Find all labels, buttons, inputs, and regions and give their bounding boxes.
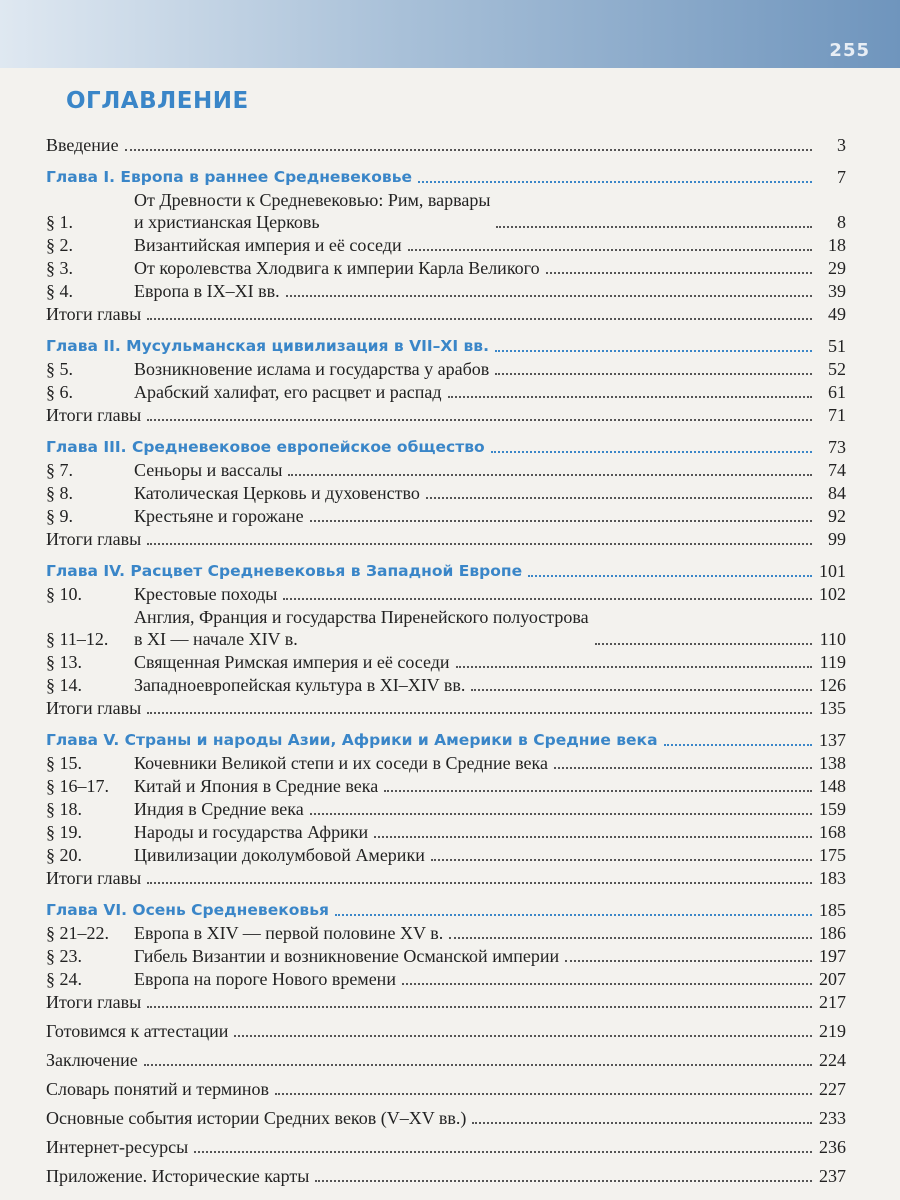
- entry-title: Итоги главы: [46, 992, 142, 1012]
- page-ref: 224: [819, 1050, 846, 1070]
- chapter-title: Глава II. Мусульманская цивилизация в VII–XI вв.: [46, 337, 489, 355]
- dot-leader: [431, 859, 812, 861]
- toc-section-row[interactable]: [46, 358, 846, 380]
- toc-section-row[interactable]: [46, 844, 846, 866]
- section-number: § 18.: [46, 799, 82, 819]
- entry-title: Введение: [46, 135, 119, 155]
- entry-title: Кочевники Великой степи и их соседи в Средние века: [134, 753, 548, 773]
- dot-leader: [408, 249, 812, 251]
- chapter-title: Глава III. Средневековое европейское общество: [46, 438, 485, 456]
- section-number: § 1.: [46, 212, 73, 232]
- section-number: § 16–17.: [46, 776, 109, 796]
- entry-title: Католическая Церковь и духовенство: [134, 483, 420, 503]
- toc-section-row[interactable]: [46, 821, 846, 843]
- page-ref: 233: [819, 1108, 846, 1128]
- section-number: § 2.: [46, 235, 73, 255]
- page-ref: 51: [828, 336, 846, 356]
- section-number: § 23.: [46, 946, 82, 966]
- section-number: § 3.: [46, 258, 73, 278]
- page-ref: 29: [828, 258, 846, 278]
- entry-title: Основные события истории Средних веков (V–XV вв.): [46, 1108, 467, 1128]
- section-number: § 14.: [46, 675, 82, 695]
- entry-title: Европа в XIV — первой половине XV в.: [134, 923, 444, 943]
- toc-section-row[interactable]: [46, 922, 846, 944]
- page-ref: 99: [828, 529, 846, 549]
- toc-section-row[interactable]: [46, 606, 846, 650]
- toc-chapter-row[interactable]: [46, 166, 846, 188]
- dot-leader: [664, 744, 812, 746]
- dot-leader: [234, 1035, 812, 1037]
- entry-title: От королевства Хлодвига к империи Карла Великого: [134, 258, 540, 278]
- toc-section-row[interactable]: [46, 968, 846, 990]
- page-ref: 18: [828, 235, 846, 255]
- entry-title: Итоги главы: [46, 529, 142, 549]
- toc-section-row[interactable]: [46, 189, 846, 233]
- dot-leader: [147, 712, 812, 714]
- page-ref: 219: [819, 1021, 846, 1041]
- entry-title: Интернет-ресурсы: [46, 1137, 189, 1157]
- page-ref: 137: [819, 730, 846, 750]
- toc-section-row[interactable]: [46, 505, 846, 527]
- page-number: 255: [829, 40, 870, 61]
- entry-title: Готовимся к аттестации: [46, 1021, 229, 1041]
- section-title-line-2: в XI — начале XIV в.: [134, 629, 298, 649]
- page-ref: 135: [819, 698, 846, 718]
- dot-leader: [449, 937, 812, 939]
- section-number: § 11–12.: [46, 629, 109, 649]
- dot-leader: [283, 598, 812, 600]
- toc-summary-row[interactable]: [46, 697, 846, 719]
- toc-entry-row[interactable]: [46, 1136, 846, 1158]
- dot-leader: [554, 767, 812, 769]
- dot-leader: [288, 474, 812, 476]
- toc-section-row[interactable]: [46, 482, 846, 504]
- entry-title: Цивилизации доколумбовой Америки: [134, 845, 425, 865]
- dot-leader: [147, 882, 812, 884]
- entry-title: Итоги главы: [46, 405, 142, 425]
- page-ref: 183: [819, 868, 846, 888]
- section-number: § 4.: [46, 281, 73, 301]
- entry-title: Итоги главы: [46, 868, 142, 888]
- toc-section-row[interactable]: [46, 583, 846, 605]
- toc-chapter-row[interactable]: [46, 436, 846, 458]
- section-title-line-1: От Древности к Средневековью: Рим, варвары: [134, 190, 491, 210]
- page-title: ОГЛАВЛЕНИЕ: [66, 88, 249, 114]
- dot-leader: [472, 1122, 812, 1124]
- section-number: § 13.: [46, 652, 82, 672]
- chapter-title: Глава IV. Расцвет Средневековья в Западной Европе: [46, 562, 523, 580]
- section-title-line-1: Англия, Франция и государства Пиренейского полуострова: [134, 607, 589, 627]
- page-ref: 237: [819, 1166, 846, 1186]
- toc-entry-row[interactable]: [46, 1078, 846, 1100]
- page-ref: 186: [819, 923, 846, 943]
- section-title: [134, 189, 490, 233]
- page-ref: 3: [837, 135, 846, 155]
- toc-section-row[interactable]: [46, 775, 846, 797]
- page-ref: 7: [837, 167, 846, 187]
- toc-section-row[interactable]: [46, 798, 846, 820]
- entry-title: Крестовые походы: [134, 584, 278, 604]
- dot-leader: [147, 543, 812, 545]
- page-ref: 73: [828, 437, 846, 457]
- dot-leader: [496, 226, 812, 228]
- section-number: § 19.: [46, 822, 82, 842]
- section-title: [134, 606, 589, 650]
- toc-chapter-row[interactable]: [46, 729, 846, 751]
- toc-section-row[interactable]: [46, 674, 846, 696]
- page-ref: 119: [819, 652, 846, 672]
- page-ref: 61: [828, 382, 846, 402]
- entry-title: Сеньоры и вассалы: [134, 460, 283, 480]
- toc-section-row[interactable]: [46, 459, 846, 481]
- entry-title: Итоги главы: [46, 304, 142, 324]
- entry-title: Народы и государства Африки: [134, 822, 369, 842]
- page-ref: 101: [819, 561, 846, 581]
- page-ref: 92: [828, 506, 846, 526]
- page-ref: 8: [837, 212, 846, 232]
- dot-leader: [565, 960, 812, 962]
- chapter-title: Глава VI. Осень Средневековья: [46, 901, 329, 919]
- page-ref: 185: [819, 900, 846, 920]
- page-ref: 84: [828, 483, 846, 503]
- dot-leader: [310, 520, 812, 522]
- entry-title: Заключение: [46, 1050, 138, 1070]
- dot-leader: [315, 1180, 812, 1182]
- dot-leader: [471, 689, 812, 691]
- dot-leader: [310, 813, 812, 815]
- dot-leader: [418, 181, 812, 183]
- page-ref: 49: [828, 304, 846, 324]
- dot-leader: [275, 1093, 812, 1095]
- section-number: § 24.: [46, 969, 82, 989]
- toc-chapter-row[interactable]: [46, 899, 846, 921]
- page-ref: 52: [828, 359, 846, 379]
- section-number: § 5.: [46, 359, 73, 379]
- section-number: § 10.: [46, 584, 82, 604]
- entry-title: Крестьяне и горожане: [134, 506, 304, 526]
- header-band: [0, 0, 900, 68]
- toc-summary-row[interactable]: [46, 404, 846, 426]
- toc-entry-row[interactable]: [46, 1165, 846, 1187]
- section-number: § 15.: [46, 753, 82, 773]
- dot-leader: [374, 836, 812, 838]
- dot-leader: [491, 451, 812, 453]
- entry-title: Словарь понятий и терминов: [46, 1079, 269, 1099]
- toc-section-row[interactable]: [46, 381, 846, 403]
- dot-leader: [456, 666, 812, 668]
- page-ref: 236: [819, 1137, 846, 1157]
- toc-section-row[interactable]: [46, 257, 846, 279]
- entry-title: Гибель Византии и возникновение Османской империи: [134, 946, 560, 966]
- section-number: § 21–22.: [46, 923, 109, 943]
- section-number: § 8.: [46, 483, 73, 503]
- chapter-title: Глава I. Европа в раннее Средневековье: [46, 168, 413, 186]
- dot-leader: [426, 497, 812, 499]
- dot-leader: [147, 1006, 812, 1008]
- toc-summary-row[interactable]: [46, 303, 846, 325]
- toc-section-row[interactable]: [46, 280, 846, 302]
- dot-leader: [384, 790, 812, 792]
- page-ref: 148: [819, 776, 846, 796]
- page-ref: 71: [828, 405, 846, 425]
- dot-leader: [286, 295, 812, 297]
- toc-chapter-row[interactable]: [46, 335, 846, 357]
- dot-leader: [144, 1064, 812, 1066]
- toc-entry-row[interactable]: [46, 1020, 846, 1042]
- page-ref: 227: [819, 1079, 846, 1099]
- dot-leader: [546, 272, 812, 274]
- toc-summary-row[interactable]: [46, 528, 846, 550]
- entry-title: Возникновение ислама и государства у арабов: [134, 359, 490, 379]
- dot-leader: [125, 149, 812, 151]
- dot-leader: [448, 396, 812, 398]
- toc-section-row[interactable]: [46, 234, 846, 256]
- entry-title: Западноевропейская культура в XI–XIV вв.: [134, 675, 466, 695]
- dot-leader: [495, 350, 812, 352]
- toc-entry-row[interactable]: [46, 1107, 846, 1129]
- dot-leader: [595, 643, 812, 645]
- dot-leader: [528, 575, 812, 577]
- toc-summary-row[interactable]: [46, 991, 846, 1013]
- page-ref: 197: [819, 946, 846, 966]
- page-ref: 138: [819, 753, 846, 773]
- page-ref: 74: [828, 460, 846, 480]
- page-ref: 110: [819, 629, 846, 649]
- section-number: § 7.: [46, 460, 73, 480]
- dot-leader: [147, 318, 812, 320]
- page-ref: 39: [828, 281, 846, 301]
- page-ref: 207: [819, 969, 846, 989]
- page-ref: 175: [819, 845, 846, 865]
- section-number: § 6.: [46, 382, 73, 402]
- toc-summary-row[interactable]: [46, 867, 846, 889]
- entry-title: Европа в IX–XI вв.: [134, 281, 280, 301]
- chapter-title: Глава V. Страны и народы Азии, Африки и Америки в Средние века: [46, 731, 658, 749]
- toc-section-row[interactable]: [46, 945, 846, 967]
- entry-title: Итоги главы: [46, 698, 142, 718]
- page-ref: 168: [819, 822, 846, 842]
- entry-title: Индия в Средние века: [134, 799, 304, 819]
- table-of-contents: [46, 133, 846, 1187]
- toc-chapter-row[interactable]: [46, 560, 846, 582]
- section-title-line-2: и христианская Церковь: [134, 212, 320, 232]
- page-ref: 126: [819, 675, 846, 695]
- dot-leader: [147, 419, 812, 421]
- section-number: § 9.: [46, 506, 73, 526]
- dot-leader: [335, 914, 812, 916]
- entry-title: Приложение. Исторические карты: [46, 1166, 310, 1186]
- toc-entry-row[interactable]: [46, 1049, 846, 1071]
- page-ref: 217: [819, 992, 846, 1012]
- section-number: § 20.: [46, 845, 82, 865]
- entry-title: Китай и Япония в Средние века: [134, 776, 379, 796]
- page-ref: 102: [819, 584, 846, 604]
- toc-section-row[interactable]: [46, 752, 846, 774]
- entry-title: Священная Римская империя и её соседи: [134, 652, 450, 672]
- toc-section-row[interactable]: [46, 651, 846, 673]
- toc-entry-row[interactable]: [46, 134, 846, 156]
- entry-title: Европа на пороге Нового времени: [134, 969, 396, 989]
- dot-leader: [194, 1151, 812, 1153]
- dot-leader: [495, 373, 812, 375]
- entry-title: Византийская империя и её соседи: [134, 235, 402, 255]
- dot-leader: [402, 983, 812, 985]
- entry-title: Арабский халифат, его расцвет и распад: [134, 382, 442, 402]
- page-ref: 159: [819, 799, 846, 819]
